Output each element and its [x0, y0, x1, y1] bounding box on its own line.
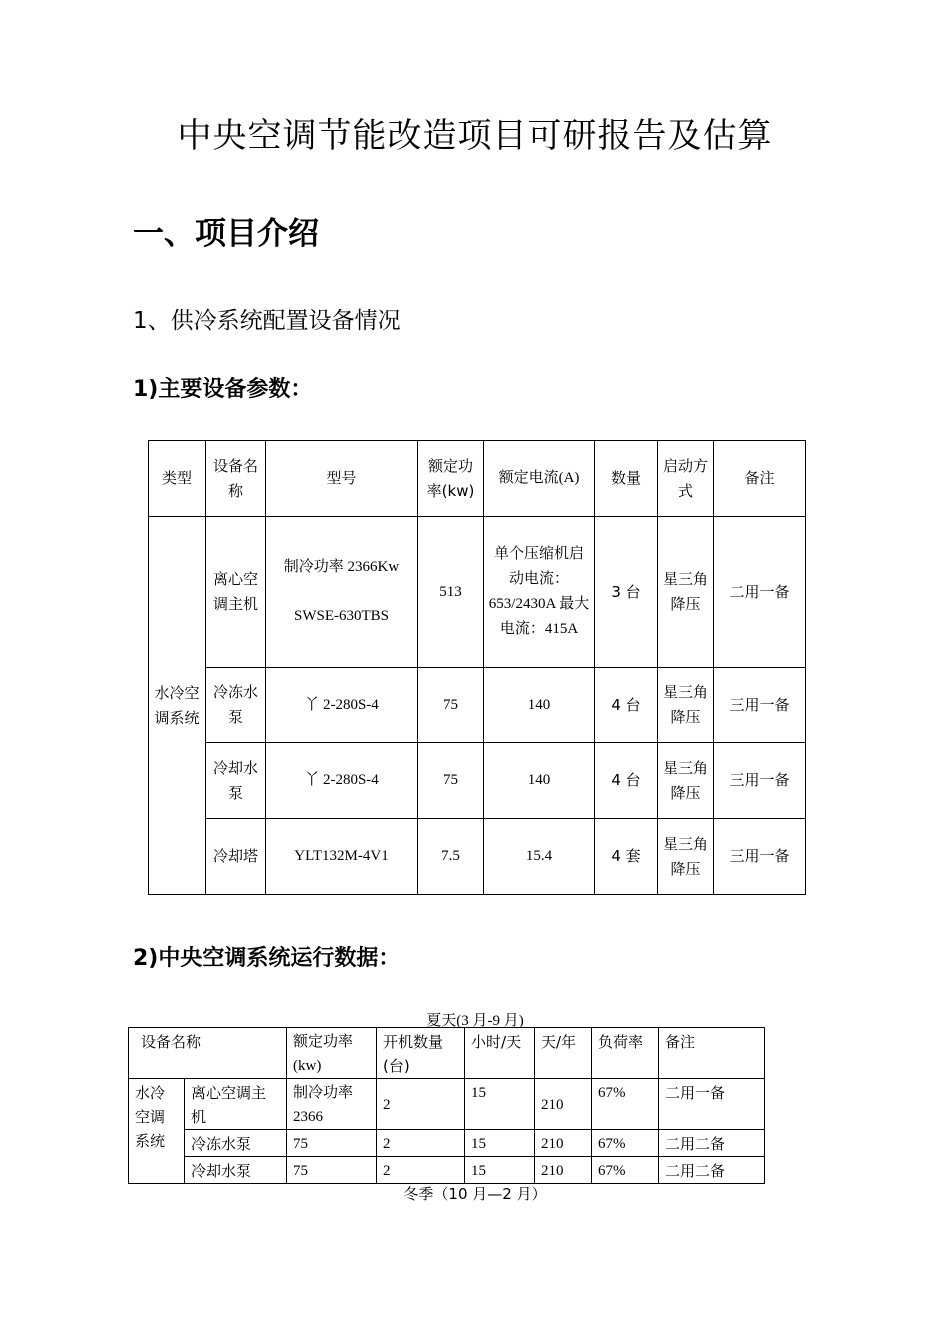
model-line: 制冷功率 2366Kw [283, 559, 400, 575]
device-name-cell: 冷冻水泵 [206, 668, 266, 743]
device-name-cell: 冷却水泵 [185, 1157, 287, 1184]
table-row [149, 819, 806, 895]
current-cell: 15.4 [484, 819, 595, 895]
load-cell: 67% [592, 1130, 659, 1157]
group-cell: 水冷空调系统 [149, 517, 206, 895]
note-cell: 二用二备 [659, 1130, 765, 1157]
table-row [149, 517, 806, 668]
quantity-cell: 4 台 [595, 743, 658, 819]
header-cell: 开机数量(台) [377, 1028, 465, 1079]
power-cell: 制冷功率 2366 [287, 1079, 377, 1130]
days-cell: 210 [535, 1079, 592, 1130]
days-cell: 210 [535, 1130, 592, 1157]
quantity-cell: 4 台 [595, 668, 658, 743]
operation-data-table [128, 1027, 765, 1184]
model-cell: YLT132M-4V1 [266, 819, 418, 895]
quantity-cell: 3 台 [595, 517, 658, 668]
power-cell: 75 [418, 668, 484, 743]
power-cell: 75 [418, 743, 484, 819]
table-row [129, 1079, 765, 1130]
device-name-cell: 离心空调主机 [185, 1079, 287, 1130]
load-cell: 67% [592, 1079, 659, 1130]
power-cell: 75 [287, 1130, 377, 1157]
equipment-params-table [148, 440, 806, 895]
load-cell: 67% [592, 1157, 659, 1184]
model-cell: 丫 2-280S-4 [266, 743, 418, 819]
note-cell: 三用一备 [714, 668, 806, 743]
header-cell: 额定功率(kw) [418, 441, 484, 517]
device-name-cell: 冷冻水泵 [185, 1130, 287, 1157]
section-heading: 一、项目介绍 [133, 216, 319, 252]
device-name-cell: 离心空调主机 [206, 517, 266, 668]
table-header-row [129, 1028, 765, 1079]
note-cell: 二用一备 [714, 517, 806, 668]
table-header-row [149, 441, 806, 517]
header-cell: 备注 [714, 441, 806, 517]
header-cell: 天/年 [535, 1028, 592, 1079]
current-cell: 140 [484, 743, 595, 819]
count-cell: 2 [377, 1130, 465, 1157]
note-cell: 三用一备 [714, 819, 806, 895]
power-cell: 7.5 [418, 819, 484, 895]
model-cell [266, 517, 418, 668]
start-mode-cell: 星三角降压 [658, 819, 714, 895]
quantity-cell: 4 套 [595, 819, 658, 895]
hours-cell: 15 [465, 1079, 535, 1130]
header-cell: 数量 [595, 441, 658, 517]
header-cell: 类型 [149, 441, 206, 517]
table-row [149, 668, 806, 743]
days-cell: 210 [535, 1157, 592, 1184]
header-cell: 备注 [659, 1028, 765, 1079]
header-cell: 额定电流(A) [484, 441, 595, 517]
note-cell: 三用一备 [714, 743, 806, 819]
count-cell: 2 [377, 1079, 465, 1130]
summer-caption: 夏天(3 月-9 月) [426, 1013, 524, 1029]
start-mode-cell: 星三角降压 [658, 668, 714, 743]
start-mode-cell: 星三角降压 [658, 517, 714, 668]
hours-cell: 15 [465, 1130, 535, 1157]
header-cell: 负荷率 [592, 1028, 659, 1079]
device-name-cell: 冷却水泵 [206, 743, 266, 819]
header-cell: 设备名称 [206, 441, 266, 517]
hours-cell: 15 [465, 1157, 535, 1184]
header-cell: 型号 [266, 441, 418, 517]
header-cell: 设备名称 [129, 1028, 287, 1079]
table-row [149, 743, 806, 819]
model-cell: 丫 2-280S-4 [266, 668, 418, 743]
header-cell: 额定功率(kw) [287, 1028, 377, 1079]
table-row [129, 1130, 765, 1157]
start-mode-cell: 星三角降压 [658, 743, 714, 819]
power-cell: 513 [418, 517, 484, 668]
model-line: SWSE-630TBS [293, 608, 389, 624]
table-row [129, 1157, 765, 1184]
note-cell: 二用二备 [659, 1157, 765, 1184]
note-cell: 二用一备 [659, 1079, 765, 1130]
group-cell: 水冷空调系统 [129, 1079, 185, 1184]
header-cell: 启动方式 [658, 441, 714, 517]
header-cell: 小时/天 [465, 1028, 535, 1079]
operation-data-heading: 2)中央空调系统运行数据： [133, 946, 401, 971]
equipment-params-heading: 1)主要设备参数： [133, 377, 313, 402]
count-cell: 2 [377, 1157, 465, 1184]
subsection-heading: 1、供冷系统配置设备情况 [133, 308, 401, 334]
device-name-cell: 冷却塔 [206, 819, 266, 895]
document-title: 中央空调节能改造项目可研报告及估算 [177, 116, 773, 156]
winter-caption: 冬季（10 月—2 月） [403, 1185, 547, 1203]
current-cell: 140 [484, 668, 595, 743]
current-cell: 单个压缩机启动电流：653/2430A 最大电流：415A [484, 517, 595, 668]
power-cell: 75 [287, 1157, 377, 1184]
